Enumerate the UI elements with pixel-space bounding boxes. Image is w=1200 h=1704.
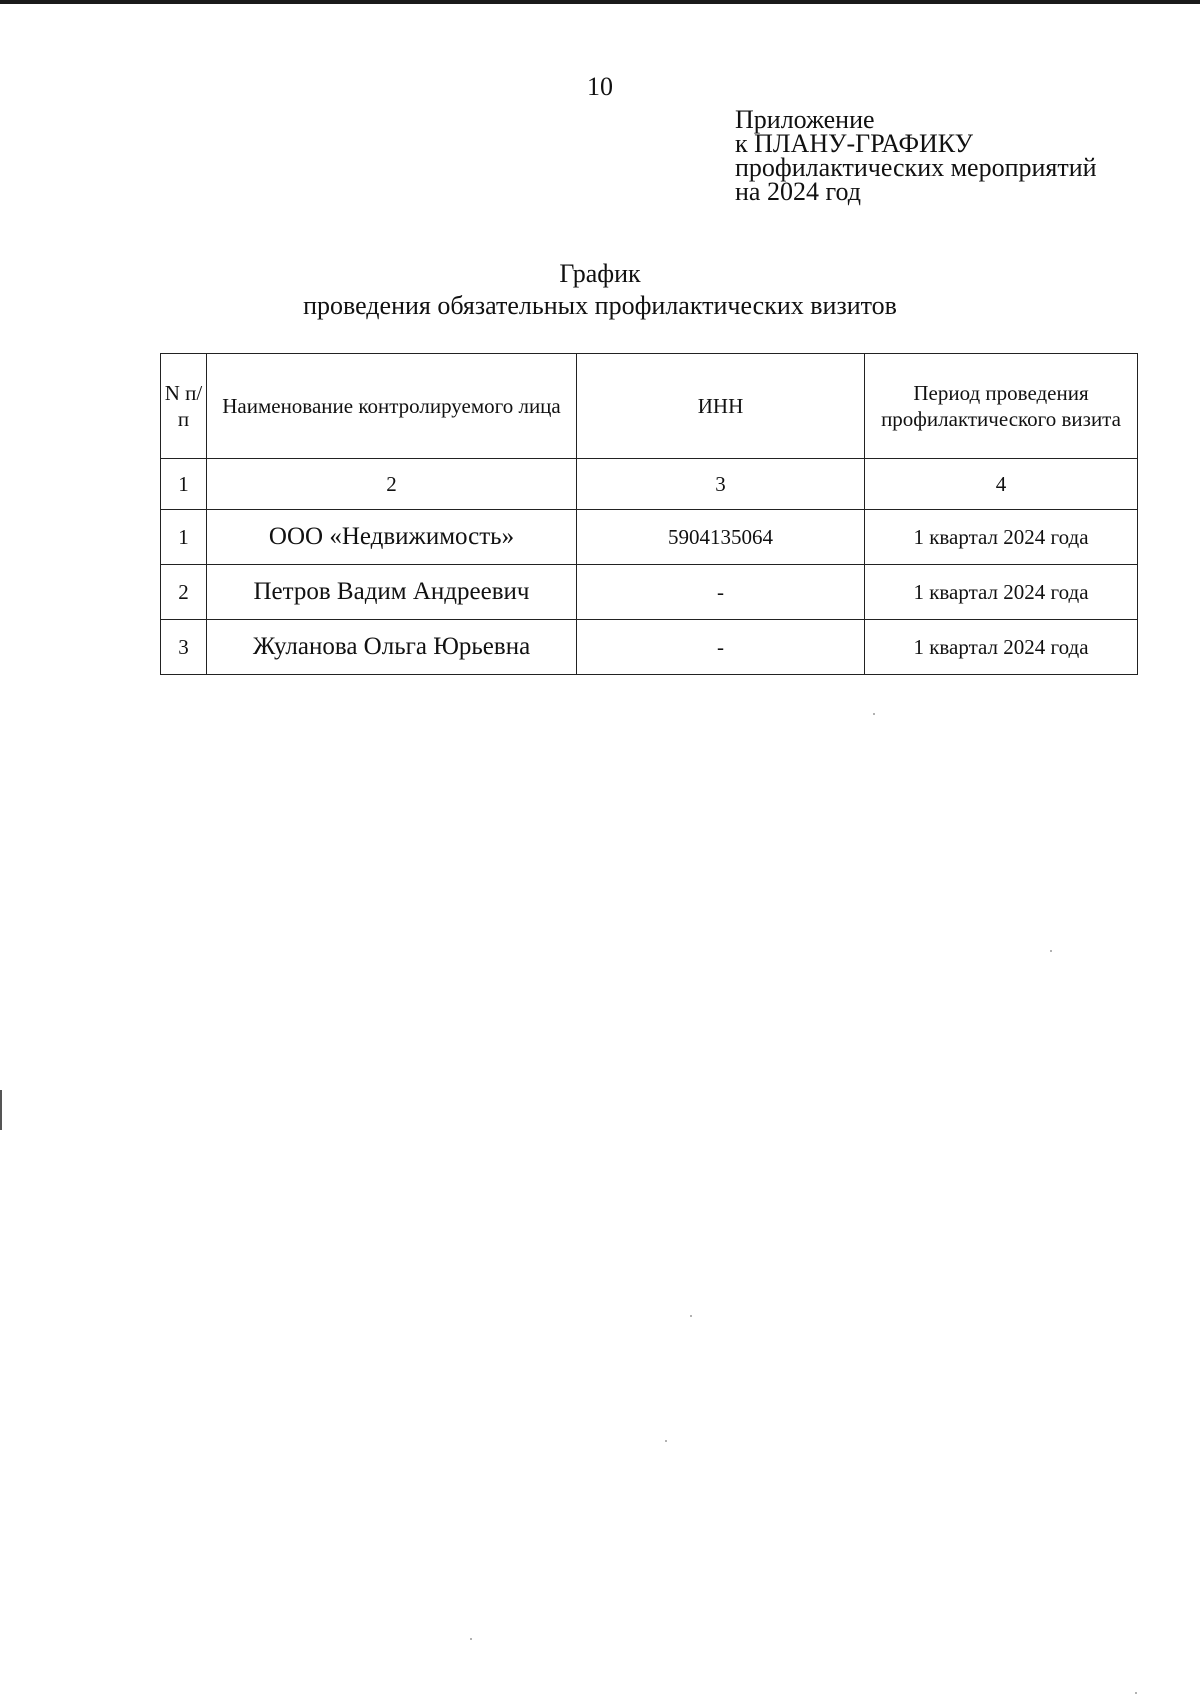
appendix-line: профилактических мероприятий (735, 153, 1097, 182)
entity-name-cell: Петров Вадим Андреевич (207, 565, 577, 620)
row-number-cell: 2 (161, 565, 207, 620)
entity-name-cell: Жуланова Ольга Юрьевна (207, 620, 577, 675)
period-cell: 1 квартал 2024 года (865, 565, 1138, 620)
row-number-cell: 1 (161, 510, 207, 565)
scan-speck (1135, 1692, 1137, 1694)
inn-cell: - (577, 620, 865, 675)
visits-schedule-table (160, 353, 1138, 675)
document-title (0, 258, 1200, 322)
column-number-cell: 3 (577, 459, 865, 510)
page-number: 10 (587, 72, 613, 101)
column-number-cell: 2 (207, 459, 577, 510)
period-cell: 1 квартал 2024 года (865, 510, 1138, 565)
scan-speck (873, 713, 875, 715)
scan-speck (470, 1638, 472, 1640)
scan-speck (665, 1440, 667, 1442)
appendix-line: Приложение (735, 105, 875, 134)
period-cell: 1 квартал 2024 года (865, 620, 1138, 675)
header-cell-inn: ИНН (577, 354, 865, 459)
table-row (161, 620, 1138, 675)
column-number-row (161, 459, 1138, 510)
inn-cell: - (577, 565, 865, 620)
appendix-line: на 2024 год (735, 177, 861, 206)
header-cell-number: N п/п (161, 354, 207, 459)
header-cell-period: Период проведения профилактического визита (865, 354, 1138, 459)
appendix-block (735, 105, 1097, 206)
scan-edge-mark (0, 1090, 2, 1130)
entity-name-cell: ООО «Недвижимость» (207, 510, 577, 565)
header-cell-name: Наименование контролируемого лица (207, 354, 577, 459)
scan-top-edge (0, 0, 1200, 4)
table-row (161, 565, 1138, 620)
table-header-row (161, 354, 1138, 459)
scan-speck (1050, 950, 1052, 952)
inn-cell: 5904135064 (577, 510, 865, 565)
title-line-2: проведения обязательных профилактических визитов (303, 291, 897, 320)
scan-speck (690, 1315, 692, 1317)
column-number-cell: 4 (865, 459, 1138, 510)
title-line-1: График (559, 259, 641, 288)
row-number-cell: 3 (161, 620, 207, 675)
appendix-line: к ПЛАНУ-ГРАФИКУ (735, 129, 974, 158)
column-number-cell: 1 (161, 459, 207, 510)
table-row (161, 510, 1138, 565)
